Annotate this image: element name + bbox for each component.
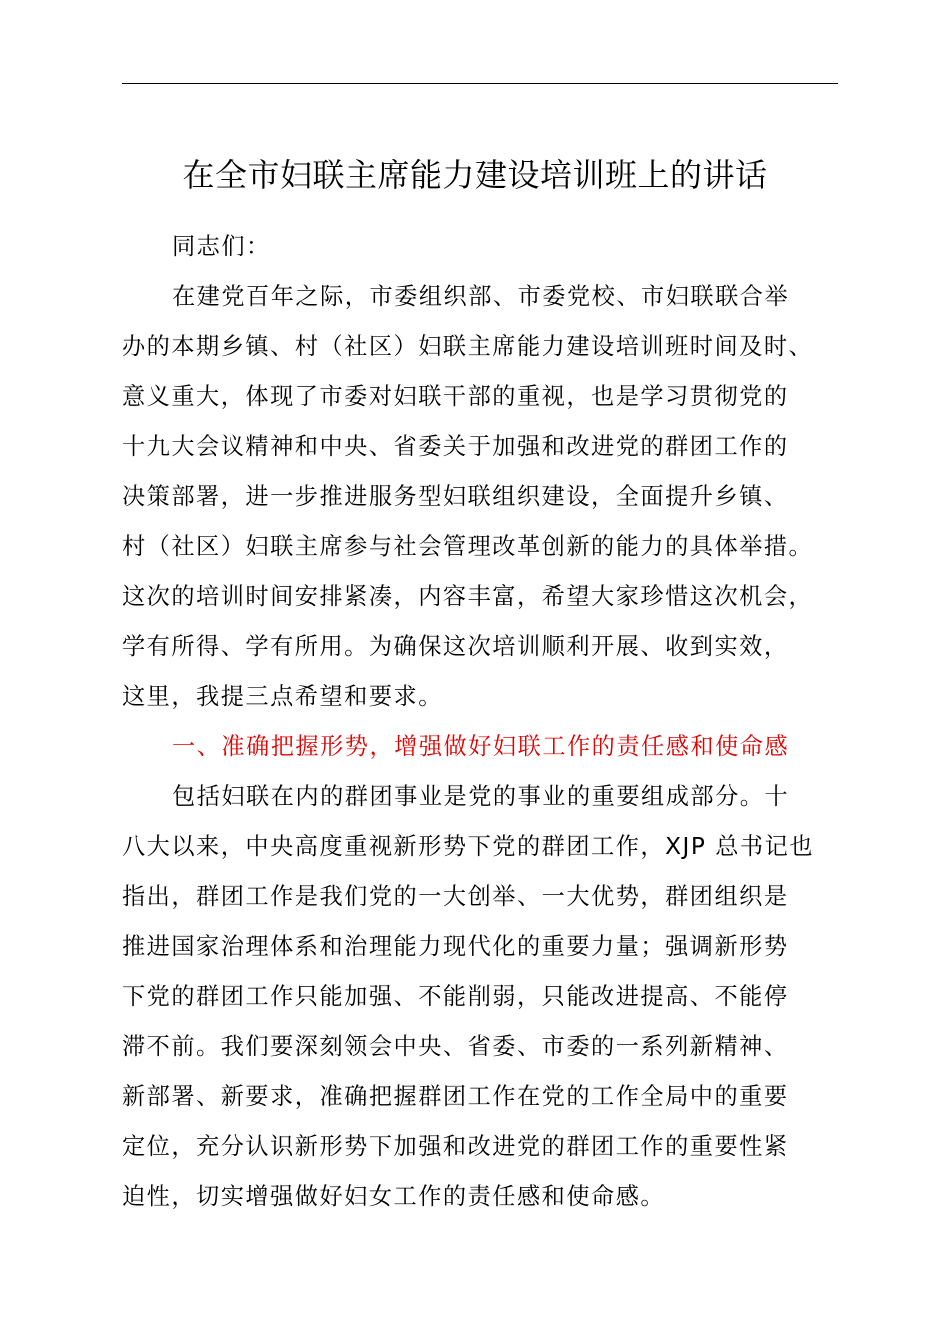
paragraph-1-line: 这里，我提三点希望和要求。 [122, 683, 443, 710]
paragraph-1-line: 决策部署，进一步推进服务型妇联组织建设，全面提升乡镇、 [122, 483, 789, 510]
paragraph-2 [122, 772, 862, 1222]
document-body [122, 222, 862, 1222]
paragraph-1-line: 办的本期乡镇、村（社区）妇联主席能力建设培训班时间及时、 [122, 333, 814, 360]
document-title: 在全市妇联主席能力建设培训班上的讲话 [182, 156, 768, 194]
paragraph-2-line: 包括妇联在内的群团事业是党的事业的重要组成部分。十 [172, 783, 790, 810]
paragraph-2-line: 新部署、新要求，准确把握群团工作在党的工作全局中的重要 [122, 1083, 789, 1110]
paragraph-2-line: 推进国家治理体系和治理能力现代化的重要力量；强调新形势 [122, 933, 789, 960]
paragraph-2-line: 迫性，切实增强做好妇女工作的责任感和使命感。 [122, 1183, 666, 1210]
header-rule [122, 83, 838, 84]
section-1-heading: 一、准确把握形势，增强做好妇联工作的责任感和使命感 [172, 733, 790, 760]
paragraph-1-line: 村（社区）妇联主席参与社会管理改革创新的能力的具体举措。 [122, 533, 814, 560]
paragraph-1 [122, 272, 862, 722]
paragraph-1-line: 这次的培训时间安排紧凑，内容丰富，希望大家珍惜这次机会， [122, 583, 814, 610]
paragraph-2-line: 指出，群团工作是我们党的一大创举、一大优势，群团组织是 [122, 883, 789, 910]
paragraph-2-line: 滞不前。我们要深刻领会中央、省委、市委的一系列新精神、 [122, 1033, 789, 1060]
paragraph-2-line: 定位，充分认识新形势下加强和改进党的群团工作的重要性紧 [122, 1133, 789, 1160]
paragraph-1-line: 十九大会议精神和中央、省委关于加强和改进党的群团工作的 [122, 433, 789, 460]
paragraph-2-line: 下党的群团工作只能加强、不能削弱，只能改进提高、不能停 [122, 983, 789, 1010]
paragraph-2-line: 八大以来，中央高度重视新形势下党的群团工作，XJP 总书记也 [122, 833, 814, 860]
salutation: 同志们： [172, 233, 271, 260]
paragraph-1-line: 在建党百年之际，市委组织部、市委党校、市妇联联合举 [172, 283, 790, 310]
paragraph-1-line: 意义重大，体现了市委对妇联干部的重视，也是学习贯彻党的 [122, 383, 789, 410]
paragraph-1-line: 学有所得、学有所用。为确保这次培训顺利开展、收到实效， [122, 633, 789, 660]
